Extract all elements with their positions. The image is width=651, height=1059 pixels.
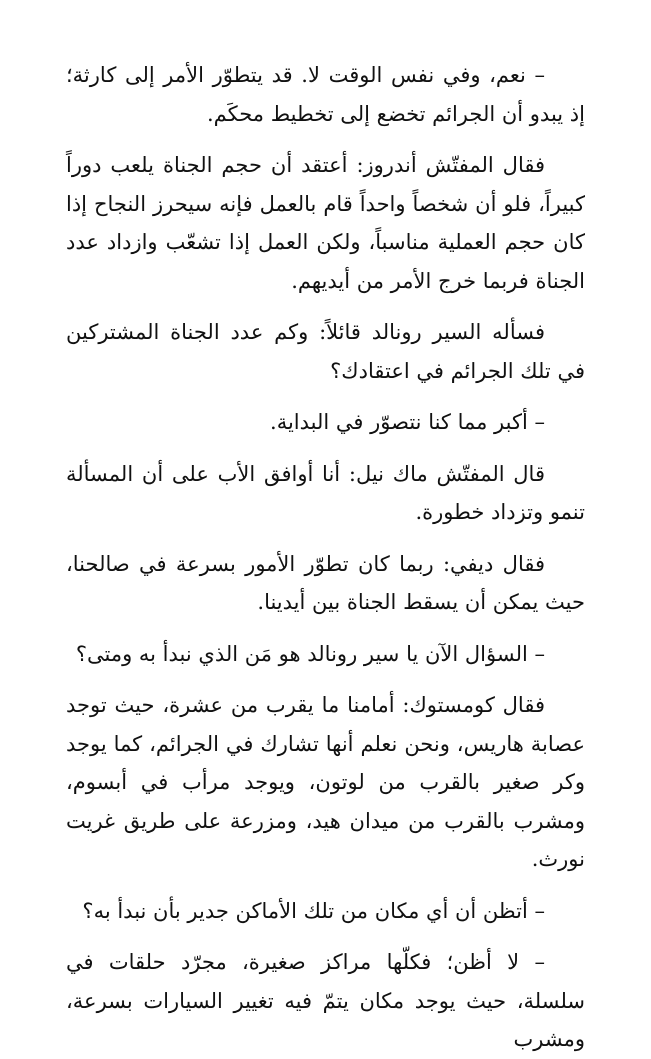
paragraph-10: – لا أظن؛ فكلّها مراكز صغيرة، مجرّد حلقات في سلسلة، حيث يوجد مكان يتمّ فيه تغيير السيارات بسرعة، ومشرب xyxy=(66,950,585,1051)
paragraph-2: فقال المفتّش أندروز: أعتقد أن حجم الجناة يلعب دوراً كبيراً، فلو أن شخصاً واحداً قام بالعمل فإنه سيحرز النجاح إذا كان حجم العملية مناسباً، ولكن العمل إذا تشعّب وازداد عدد الجناة فربما خرج الأمر من أيديهم. xyxy=(66,153,585,293)
paragraph-7: – السؤال الآن يا سير رونالد هو مَن الذي نبدأ به ومتى؟ xyxy=(75,641,545,666)
paragraph-6: فقال ديفي: ربما كان تطوّر الأمور بسرعة في صالحنا، حيث يمكن أن يسقط الجناة بين أيدينا. xyxy=(66,551,585,614)
paragraph-4: – أكبر مما كنا نتصوّر في البداية. xyxy=(270,410,545,434)
paragraph-5: قال المفتّش ماك نيل: أنا أوافق الأب على أن المسألة تنمو وتزداد خطورة. xyxy=(66,461,585,524)
paragraph-3: فسأله السير رونالد قائلاً: وكم عدد الجناة المشتركين في تلك الجرائم في اعتقادك؟ xyxy=(66,320,585,383)
paragraph-9: – أتظن أن أي مكان من تلك الأماكن جدير بأن نبدأ به؟ xyxy=(82,898,545,923)
paragraph-1: – نعم، وفي نفس الوقت لا. قد يتطوّر الأمر إلى كارثة؛ إذ يبدو أن الجرائم تخضع إلى تخطيط محكَم. xyxy=(66,63,585,126)
paragraph-8: فقال كومستوك: أمامنا ما يقرب من عشرة، حيث توجد عصابة هاريس، ونحن نعلم أنها تشارك في الجرائم، كما يوجد وكر صغير بالقرب من لوتون، ويوجد مرأب في أبسوم، ومشرب بالقرب من ميدان هيد، ومزرعة على طريق غريت نورث. xyxy=(66,693,585,871)
